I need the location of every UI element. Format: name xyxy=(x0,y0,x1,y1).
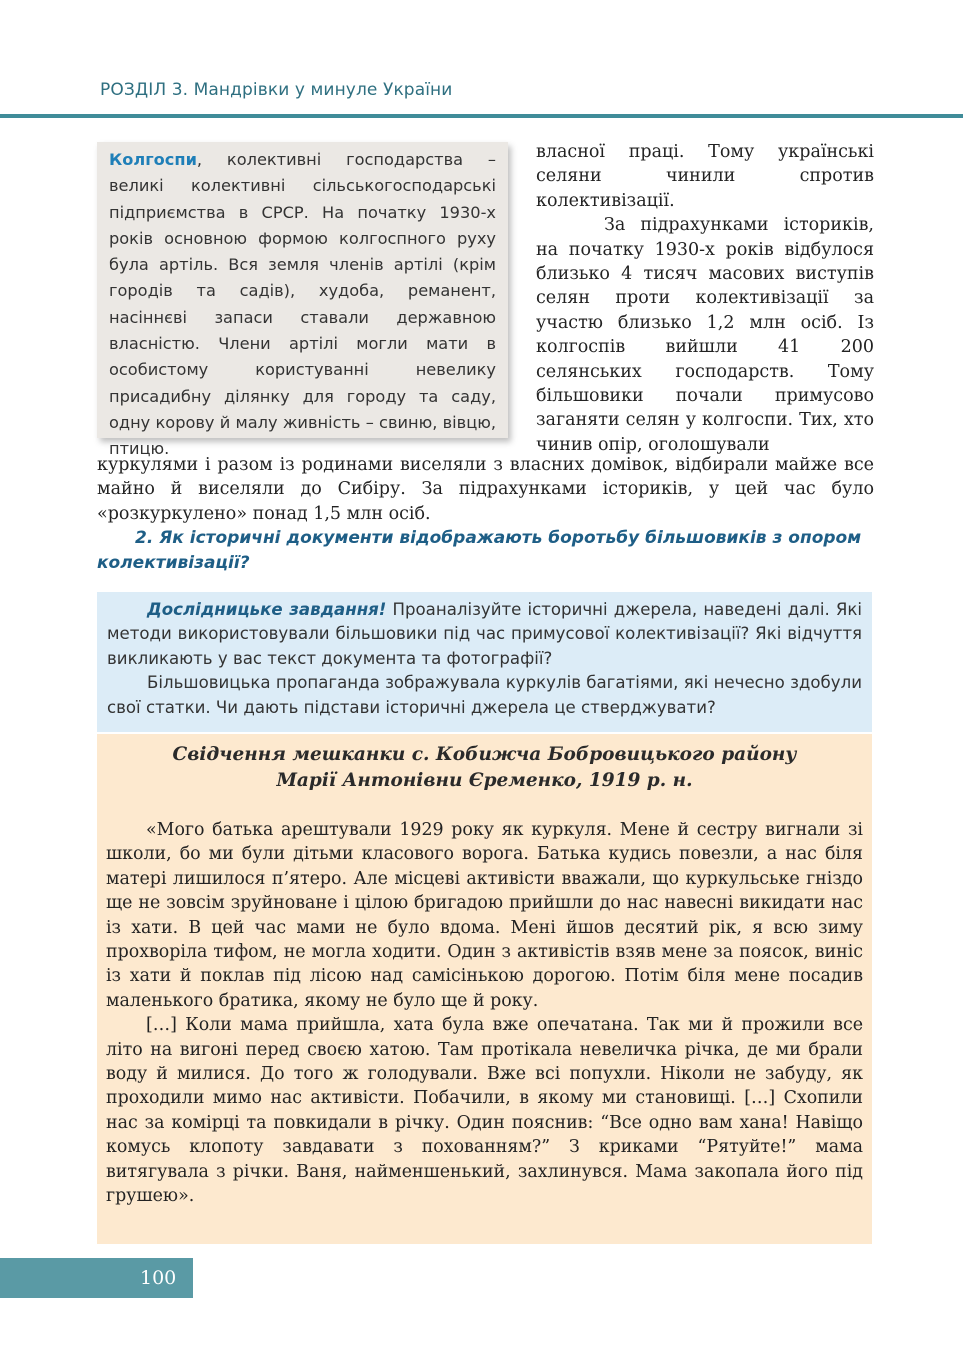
document-paragraph-1: «Мого батька арештували 1929 року як куркуля. Мене й сестру вигнали зі школи, бо ми були дітьми класового ворога. Батька кудись повезли, а нас біля матері лишилося п’ятеро. Але місцеві активісти вважали, що куркульське гніздо ще не зовсім зруйноване і цілою бригадою прийшли до нас навесні викидати нас із хати. В цей час мами не було вдома. Мені йшов десятий рік, я всю зиму прохворіла тифом, не могла ходити. Один з активістів взяв мене за поясок, виніс із хати й поклав під лісою над самісінькою дорогою. Потім біля мене посадив маленького братика, якому не було ще й року. xyxy=(106,820,863,1011)
full-width-text xyxy=(97,453,874,526)
section-header: РОЗДІЛ 3. Мандрівки у минуле України xyxy=(100,80,453,100)
task-label: Дослідницьке завдання! xyxy=(147,600,387,619)
document-title xyxy=(106,742,863,794)
document-paragraph-2: […] Коли мама прийшла, хата була вже опечатана. Так ми й прожили все літо на вигоні перед своєю хатою. Там протікала невеличка річка, де ми брали воду й милися. До того ж голодували. Вже всі попухли. Ніколи не забуду, як проходили мимо нас активісти. Побачили, в якому ми становищі. […] Схопили нас за комірці та повкидали в річку. Один пояснив: “Все одно вам хана! Навіщо комусь клопоту завдавати з похованням?” З криками “Рятуйте!” мама витягувала з річки. Ваня, найменшенький, захлинувся. Мама закопала його під грушею». xyxy=(106,1015,863,1207)
section-question: 2. Як історичні документи відображають боротьбу більшовиків з опором колективізації? xyxy=(97,528,862,573)
historical-document-box xyxy=(97,734,872,1244)
task-paragraph-2: Більшовицька пропаганда зображувала куркулів багатіями, які нечесно здобули свої статки. Чи дають підстави історичні джерела це стверджувати? xyxy=(107,673,862,717)
right-column-text xyxy=(536,140,874,457)
header-divider xyxy=(0,114,963,118)
page-number: 100 xyxy=(140,1267,177,1289)
definition-term: Колгоспи xyxy=(109,150,197,169)
research-task-box xyxy=(97,592,872,732)
document-title-line-1: Свідчення мешканки с. Кобижча Бобровицького району xyxy=(172,744,797,765)
task-text-1: Проаналізуйте історичні джерела, наведені далі. Які методи використовували більшовики під час примусової колективізації? Які відчуття викликають у вас текст документа та фотографії? xyxy=(107,600,863,668)
definition-text: , колективні господарства – великі колективні сільськогосподарські підприємства в СРСР. На початку 1930-х років основною формою колгоспного руху була артіль. Вся земля членів артілі (крім городів та садів), худоба, реманент, насіннєві запаси ставали державною власністю. Члени артілі могли мати в особистому користуванні невелику присадибну ділянку для городу та саду, одну корову й малу живність – свиню, вівцю, птицю. xyxy=(109,150,496,459)
document-title-line-2: Марії Антонівни Єременко, 1919 р. н. xyxy=(276,770,693,791)
definition-box xyxy=(97,142,508,459)
task-paragraph-1 xyxy=(107,598,862,671)
full-paragraph-1: куркулями і разом із родинами виселяли з власних домівок, відбирали майже все майно й виселяли до Сибіру. За підрахунками істориків, у цей час було «розкуркулено» понад 1,5 млн осіб. xyxy=(97,455,874,524)
right-paragraph-1: власної праці. Тому українські селяни чинили спротив колективізації. xyxy=(536,142,874,211)
right-paragraph-2: За підрахунками істориків, на початку 1930-х років відбулося близько 4 тисяч масових виступів селян проти колективізації за участю близько 1,2 млн осіб. Із колгоспів вийшли 41 200 селянських господарств. Тому більшовики почали примусово заганяти селян у колгоспи. Тих, хто чинив опір, оголошували xyxy=(536,215,874,455)
